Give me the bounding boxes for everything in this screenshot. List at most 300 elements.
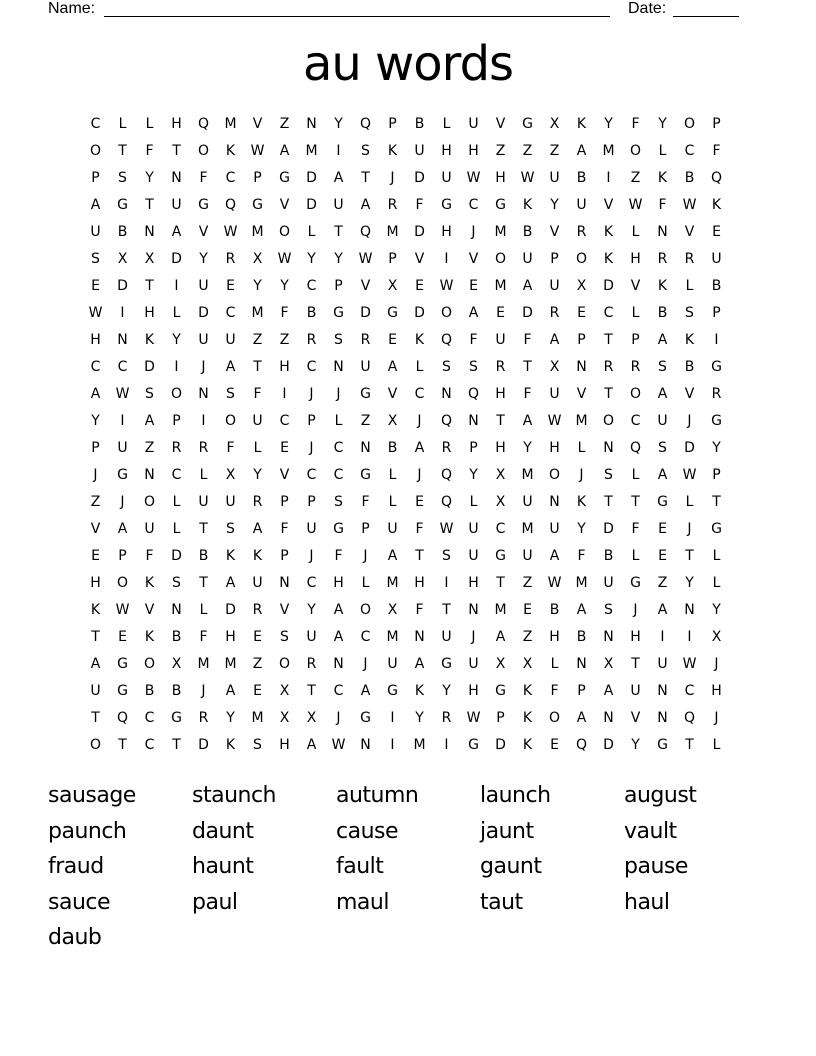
grid-cell[interactable]: W (466, 170, 481, 186)
grid-cell[interactable]: A (414, 440, 425, 456)
grid-cell[interactable]: D (171, 548, 182, 564)
grid-cell[interactable]: N (684, 602, 695, 618)
grid-cell[interactable]: C (306, 467, 317, 483)
grid-cell[interactable]: Y (685, 575, 694, 591)
grid-cell[interactable]: V (252, 116, 263, 132)
grid-cell[interactable]: H (225, 629, 236, 645)
grid-cell[interactable]: U (252, 413, 263, 429)
grid-cell[interactable]: V (387, 386, 398, 402)
grid-cell[interactable]: C (306, 278, 317, 294)
grid-cell[interactable]: P (172, 413, 181, 429)
grid-cell[interactable]: B (414, 116, 425, 132)
grid-cell[interactable]: Y (226, 710, 235, 726)
grid-cell[interactable]: I (390, 710, 395, 726)
grid-cell[interactable]: S (442, 359, 451, 375)
name-field[interactable] (104, 0, 610, 17)
grid-cell[interactable]: O (143, 656, 156, 672)
grid-cell[interactable]: Q (440, 332, 453, 348)
grid-cell[interactable]: N (468, 602, 479, 618)
grid-cell[interactable]: R (657, 251, 668, 267)
grid-cell[interactable]: Q (359, 116, 372, 132)
grid-cell[interactable]: U (198, 332, 209, 348)
grid-cell[interactable]: X (279, 683, 290, 699)
grid-cell[interactable]: K (711, 197, 722, 213)
grid-cell[interactable]: B (171, 683, 182, 699)
grid-cell[interactable]: A (117, 521, 128, 537)
grid-cell[interactable]: L (253, 440, 262, 456)
grid-cell[interactable]: A (387, 359, 398, 375)
grid-cell[interactable]: T (604, 386, 613, 402)
grid-cell[interactable]: L (712, 737, 721, 753)
grid-cell[interactable]: U (333, 197, 344, 213)
grid-cell[interactable]: T (442, 602, 451, 618)
grid-cell[interactable]: P (577, 683, 586, 699)
grid-cell[interactable]: B (576, 170, 587, 186)
grid-cell[interactable]: U (711, 251, 722, 267)
grid-cell[interactable]: Y (577, 521, 586, 537)
grid-cell[interactable]: S (118, 170, 127, 186)
grid-cell[interactable]: V (684, 224, 695, 240)
grid-cell[interactable]: S (145, 386, 154, 402)
grid-cell[interactable]: E (226, 278, 235, 294)
grid-cell[interactable]: N (171, 602, 182, 618)
grid-cell[interactable]: A (522, 278, 533, 294)
grid-cell[interactable]: U (549, 521, 560, 537)
grid-cell[interactable]: Q (224, 197, 237, 213)
grid-cell[interactable]: H (279, 359, 290, 375)
grid-cell[interactable]: X (603, 656, 614, 672)
grid-cell[interactable]: A (657, 332, 668, 348)
grid-cell[interactable]: Z (252, 656, 263, 672)
grid-cell[interactable]: G (252, 197, 263, 213)
grid-cell[interactable]: P (469, 440, 478, 456)
grid-cell[interactable]: H (495, 170, 506, 186)
grid-cell[interactable]: W (682, 656, 697, 672)
grid-cell[interactable]: T (199, 521, 208, 537)
grid-cell[interactable]: L (577, 440, 586, 456)
grid-cell[interactable]: U (522, 494, 533, 510)
grid-cell[interactable]: H (549, 440, 560, 456)
grid-cell[interactable]: K (657, 278, 668, 294)
grid-cell[interactable]: O (683, 116, 696, 132)
grid-cell[interactable]: A (225, 359, 236, 375)
grid-cell[interactable]: S (253, 737, 262, 753)
grid-cell[interactable]: X (306, 710, 317, 726)
grid-cell[interactable]: A (333, 602, 344, 618)
grid-cell[interactable]: G (360, 386, 371, 402)
grid-cell[interactable]: Y (334, 251, 343, 267)
grid-cell[interactable]: L (172, 494, 181, 510)
grid-cell[interactable]: B (657, 305, 668, 321)
grid-cell[interactable]: Y (631, 737, 640, 753)
grid-cell[interactable]: R (306, 656, 317, 672)
grid-cell[interactable]: C (90, 359, 101, 375)
grid-cell[interactable]: U (225, 494, 236, 510)
grid-cell[interactable]: D (495, 737, 506, 753)
grid-cell[interactable]: T (604, 494, 613, 510)
grid-cell[interactable]: Y (712, 440, 721, 456)
grid-cell[interactable]: Z (252, 332, 263, 348)
grid-cell[interactable]: F (361, 494, 370, 510)
grid-cell[interactable]: L (631, 467, 640, 483)
grid-cell[interactable]: N (333, 359, 344, 375)
grid-cell[interactable]: J (309, 386, 314, 402)
grid-cell[interactable]: U (225, 332, 236, 348)
grid-cell[interactable]: I (606, 170, 611, 186)
grid-cell[interactable]: V (90, 521, 101, 537)
grid-cell[interactable]: N (549, 494, 560, 510)
grid-cell[interactable]: S (172, 575, 181, 591)
grid-cell[interactable]: T (631, 656, 640, 672)
grid-cell[interactable]: H (468, 143, 479, 159)
grid-cell[interactable]: R (198, 710, 209, 726)
grid-cell[interactable]: M (224, 116, 237, 132)
grid-cell[interactable]: D (171, 251, 182, 267)
grid-cell[interactable]: J (714, 656, 719, 672)
grid-cell[interactable]: I (660, 629, 665, 645)
grid-cell[interactable]: Q (575, 737, 588, 753)
grid-cell[interactable]: L (631, 305, 640, 321)
grid-cell[interactable]: L (199, 602, 208, 618)
grid-cell[interactable]: S (442, 548, 451, 564)
grid-cell[interactable]: G (117, 683, 128, 699)
grid-cell[interactable]: S (604, 467, 613, 483)
grid-cell[interactable]: G (630, 575, 641, 591)
grid-cell[interactable]: B (684, 170, 695, 186)
grid-cell[interactable]: A (306, 737, 317, 753)
grid-cell[interactable]: T (253, 359, 262, 375)
grid-cell[interactable]: U (90, 224, 101, 240)
grid-cell[interactable]: R (549, 305, 560, 321)
grid-cell[interactable]: K (522, 710, 533, 726)
grid-cell[interactable]: E (496, 305, 505, 321)
grid-cell[interactable]: K (144, 332, 155, 348)
grid-cell[interactable]: D (198, 305, 209, 321)
grid-cell[interactable]: H (549, 629, 560, 645)
grid-cell[interactable]: G (468, 737, 479, 753)
grid-cell[interactable]: B (198, 548, 209, 564)
grid-cell[interactable]: N (333, 656, 344, 672)
grid-cell[interactable]: L (415, 359, 424, 375)
grid-cell[interactable]: X (387, 602, 398, 618)
grid-cell[interactable]: G (333, 305, 344, 321)
grid-cell[interactable]: K (657, 170, 668, 186)
grid-cell[interactable]: I (174, 278, 179, 294)
grid-cell[interactable]: U (198, 278, 209, 294)
grid-cell[interactable]: T (172, 143, 181, 159)
grid-cell[interactable]: Y (415, 710, 424, 726)
grid-cell[interactable]: X (495, 494, 506, 510)
grid-cell[interactable]: B (144, 683, 155, 699)
grid-cell[interactable]: S (334, 494, 343, 510)
grid-cell[interactable]: R (171, 440, 182, 456)
grid-cell[interactable]: J (687, 521, 692, 537)
grid-cell[interactable]: U (441, 629, 452, 645)
grid-cell[interactable]: G (711, 413, 722, 429)
grid-cell[interactable]: N (657, 710, 668, 726)
grid-cell[interactable]: G (360, 467, 371, 483)
grid-cell[interactable]: H (90, 332, 101, 348)
grid-cell[interactable]: V (603, 197, 614, 213)
grid-cell[interactable]: I (120, 413, 125, 429)
grid-cell[interactable]: H (414, 575, 425, 591)
grid-cell[interactable]: B (522, 224, 533, 240)
grid-cell[interactable]: N (576, 656, 587, 672)
grid-cell[interactable]: G (171, 710, 182, 726)
grid-cell[interactable]: A (603, 683, 614, 699)
grid-cell[interactable]: N (657, 683, 668, 699)
grid-cell[interactable]: W (466, 710, 481, 726)
grid-cell[interactable]: O (359, 602, 372, 618)
grid-cell[interactable]: H (468, 683, 479, 699)
grid-cell[interactable]: Z (360, 413, 371, 429)
grid-cell[interactable]: T (307, 683, 316, 699)
grid-cell[interactable]: M (386, 629, 399, 645)
grid-cell[interactable]: K (225, 143, 236, 159)
grid-cell[interactable]: P (631, 332, 640, 348)
grid-cell[interactable]: E (253, 629, 262, 645)
grid-cell[interactable]: O (116, 575, 129, 591)
grid-cell[interactable]: Y (253, 467, 262, 483)
grid-cell[interactable]: K (225, 737, 236, 753)
grid-cell[interactable]: C (630, 413, 641, 429)
grid-cell[interactable]: C (414, 386, 425, 402)
grid-cell[interactable]: U (522, 548, 533, 564)
grid-cell[interactable]: X (549, 359, 560, 375)
grid-cell[interactable]: T (604, 332, 613, 348)
grid-cell[interactable]: W (628, 197, 643, 213)
grid-cell[interactable]: N (144, 467, 155, 483)
grid-cell[interactable]: U (306, 629, 317, 645)
grid-cell[interactable]: T (712, 494, 721, 510)
grid-cell[interactable]: F (523, 386, 532, 402)
grid-cell[interactable]: T (631, 494, 640, 510)
grid-cell[interactable]: Q (440, 494, 453, 510)
grid-cell[interactable]: F (415, 602, 424, 618)
grid-cell[interactable]: D (306, 170, 317, 186)
grid-cell[interactable]: S (334, 332, 343, 348)
grid-cell[interactable]: N (603, 629, 614, 645)
grid-cell[interactable]: Z (549, 143, 560, 159)
grid-cell[interactable]: A (171, 224, 182, 240)
grid-cell[interactable]: R (630, 359, 641, 375)
grid-cell[interactable]: U (171, 197, 182, 213)
grid-cell[interactable]: J (714, 710, 719, 726)
grid-cell[interactable]: B (711, 278, 722, 294)
grid-cell[interactable]: C (225, 305, 236, 321)
grid-cell[interactable]: H (630, 629, 641, 645)
grid-cell[interactable]: X (549, 116, 560, 132)
grid-cell[interactable]: N (441, 386, 452, 402)
grid-cell[interactable]: A (549, 548, 560, 564)
grid-cell[interactable]: U (603, 575, 614, 591)
grid-cell[interactable]: V (630, 278, 641, 294)
grid-cell[interactable]: U (468, 548, 479, 564)
grid-cell[interactable]: R (306, 332, 317, 348)
grid-cell[interactable]: U (657, 413, 668, 429)
grid-cell[interactable]: A (90, 386, 101, 402)
grid-cell[interactable]: Q (197, 116, 210, 132)
grid-cell[interactable]: A (225, 575, 236, 591)
grid-cell[interactable]: W (223, 224, 238, 240)
grid-cell[interactable]: R (711, 386, 722, 402)
grid-cell[interactable]: E (91, 278, 100, 294)
grid-cell[interactable]: U (468, 656, 479, 672)
grid-cell[interactable]: F (415, 197, 424, 213)
grid-cell[interactable]: P (388, 116, 397, 132)
grid-cell[interactable]: Z (630, 170, 641, 186)
grid-cell[interactable]: U (144, 521, 155, 537)
grid-cell[interactable]: A (333, 170, 344, 186)
grid-cell[interactable]: E (280, 440, 289, 456)
grid-cell[interactable]: S (685, 305, 694, 321)
grid-cell[interactable]: T (172, 737, 181, 753)
grid-cell[interactable]: N (603, 710, 614, 726)
grid-cell[interactable]: Q (710, 170, 723, 186)
grid-cell[interactable]: Y (469, 467, 478, 483)
grid-cell[interactable]: K (252, 548, 263, 564)
grid-cell[interactable]: T (415, 548, 424, 564)
grid-cell[interactable]: C (225, 170, 236, 186)
grid-cell[interactable]: U (414, 143, 425, 159)
grid-cell[interactable]: J (633, 602, 638, 618)
grid-cell[interactable]: R (252, 602, 263, 618)
grid-cell[interactable]: D (603, 737, 614, 753)
grid-cell[interactable]: H (495, 440, 506, 456)
grid-cell[interactable]: A (90, 197, 101, 213)
grid-cell[interactable]: I (390, 737, 395, 753)
grid-cell[interactable]: G (495, 683, 506, 699)
grid-cell[interactable]: V (144, 602, 155, 618)
grid-cell[interactable]: U (252, 575, 263, 591)
grid-cell[interactable]: P (550, 251, 559, 267)
grid-cell[interactable]: V (468, 251, 479, 267)
grid-cell[interactable]: I (174, 359, 179, 375)
grid-cell[interactable]: R (495, 359, 506, 375)
grid-cell[interactable]: V (495, 116, 506, 132)
grid-cell[interactable]: A (333, 629, 344, 645)
grid-cell[interactable]: O (548, 467, 561, 483)
grid-cell[interactable]: Y (280, 278, 289, 294)
grid-cell[interactable]: K (387, 143, 398, 159)
grid-cell[interactable]: E (91, 548, 100, 564)
grid-cell[interactable]: F (280, 521, 289, 537)
grid-cell[interactable]: Z (279, 332, 290, 348)
grid-cell[interactable]: O (440, 305, 453, 321)
grid-cell[interactable]: A (657, 602, 668, 618)
grid-cell[interactable]: Y (658, 116, 667, 132)
grid-cell[interactable]: S (361, 143, 370, 159)
grid-cell[interactable]: C (603, 305, 614, 321)
grid-cell[interactable]: Z (522, 629, 533, 645)
grid-cell[interactable]: G (333, 521, 344, 537)
grid-cell[interactable]: N (306, 116, 317, 132)
grid-cell[interactable]: F (253, 386, 262, 402)
grid-cell[interactable]: Z (495, 143, 506, 159)
grid-cell[interactable]: R (576, 224, 587, 240)
grid-cell[interactable]: Y (334, 116, 343, 132)
grid-cell[interactable]: H (333, 575, 344, 591)
grid-cell[interactable]: F (199, 629, 208, 645)
grid-cell[interactable]: X (252, 251, 263, 267)
grid-cell[interactable]: N (414, 629, 425, 645)
grid-cell[interactable]: D (144, 359, 155, 375)
grid-cell[interactable]: K (576, 494, 587, 510)
grid-cell[interactable]: M (251, 305, 264, 321)
grid-cell[interactable]: J (120, 494, 125, 510)
grid-cell[interactable]: L (172, 305, 181, 321)
grid-cell[interactable]: F (280, 305, 289, 321)
grid-cell[interactable]: S (469, 359, 478, 375)
grid-cell[interactable]: N (117, 332, 128, 348)
grid-cell[interactable]: I (687, 629, 692, 645)
grid-cell[interactable]: B (117, 224, 128, 240)
grid-cell[interactable]: U (387, 656, 398, 672)
grid-cell[interactable]: C (468, 197, 479, 213)
grid-cell[interactable]: T (685, 737, 694, 753)
grid-cell[interactable]: D (684, 440, 695, 456)
grid-cell[interactable]: O (575, 251, 588, 267)
grid-cell[interactable]: B (684, 359, 695, 375)
grid-cell[interactable]: E (550, 737, 559, 753)
grid-cell[interactable]: O (197, 143, 210, 159)
grid-cell[interactable]: K (144, 629, 155, 645)
grid-cell[interactable]: K (225, 548, 236, 564)
grid-cell[interactable]: C (306, 575, 317, 591)
grid-cell[interactable]: Z (279, 116, 290, 132)
grid-cell[interactable]: Y (91, 413, 100, 429)
grid-cell[interactable]: Q (467, 386, 480, 402)
grid-cell[interactable]: Q (683, 710, 696, 726)
grid-cell[interactable]: M (602, 143, 615, 159)
grid-cell[interactable]: U (657, 656, 668, 672)
grid-cell[interactable]: M (305, 143, 318, 159)
grid-cell[interactable]: E (658, 521, 667, 537)
grid-cell[interactable]: C (144, 737, 155, 753)
grid-cell[interactable]: T (496, 413, 505, 429)
grid-cell[interactable]: J (471, 224, 476, 240)
grid-cell[interactable]: N (171, 170, 182, 186)
grid-cell[interactable]: F (145, 548, 154, 564)
grid-cell[interactable]: V (414, 251, 425, 267)
grid-cell[interactable]: N (279, 575, 290, 591)
grid-cell[interactable]: V (549, 224, 560, 240)
grid-cell[interactable]: R (603, 359, 614, 375)
grid-cell[interactable]: C (279, 413, 290, 429)
grid-cell[interactable]: D (414, 305, 425, 321)
grid-cell[interactable]: G (387, 305, 398, 321)
grid-cell[interactable]: J (417, 413, 422, 429)
grid-cell[interactable]: O (629, 143, 642, 159)
grid-cell[interactable]: A (576, 710, 587, 726)
grid-cell[interactable]: A (90, 656, 101, 672)
grid-cell[interactable]: M (521, 467, 534, 483)
grid-cell[interactable]: L (145, 116, 154, 132)
grid-cell[interactable]: Y (712, 602, 721, 618)
grid-cell[interactable]: V (279, 602, 290, 618)
grid-cell[interactable]: N (468, 413, 479, 429)
grid-cell[interactable]: G (117, 197, 128, 213)
grid-cell[interactable]: W (331, 737, 346, 753)
grid-cell[interactable]: P (334, 278, 343, 294)
grid-cell[interactable]: R (387, 197, 398, 213)
grid-cell[interactable]: D (117, 278, 128, 294)
grid-cell[interactable]: I (201, 413, 206, 429)
grid-cell[interactable]: R (198, 440, 209, 456)
grid-cell[interactable]: A (414, 656, 425, 672)
grid-cell[interactable]: U (495, 332, 506, 348)
grid-cell[interactable]: B (576, 629, 587, 645)
